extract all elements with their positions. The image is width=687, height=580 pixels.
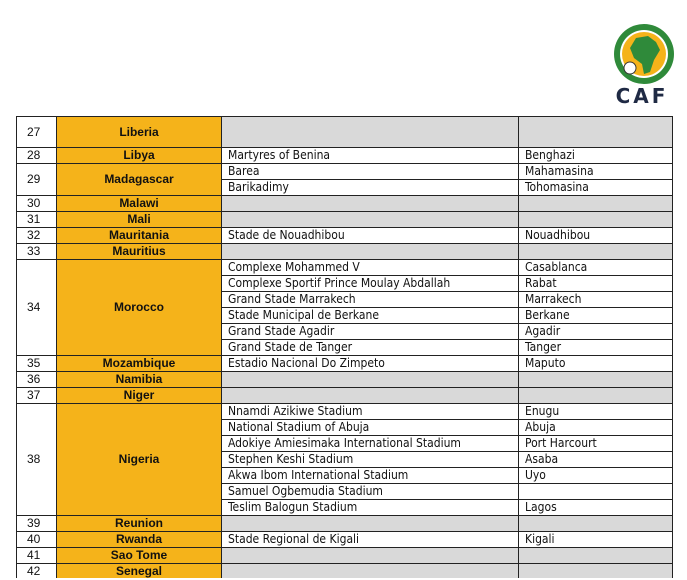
city-name: Benghazi [519,148,673,164]
caf-logo [600,20,684,112]
row-number: 38 [17,404,57,516]
city-name: Tohomasina [519,180,673,196]
row-number: 35 [17,356,57,372]
city-cell-empty [519,196,673,212]
stadium-name: Stade de Nouadhibou [222,228,519,244]
city-cell-empty [519,117,673,148]
stadium-cell-empty [222,548,519,564]
stadium-name: Grand Stade Agadir [222,324,519,340]
city-name: Port Harcourt [519,436,673,452]
city-cell-empty [519,244,673,260]
row-number: 37 [17,388,57,404]
country-name: Morocco [57,260,222,356]
country-name: Senegal [57,564,222,580]
table-row [17,228,673,244]
country-name: Nigeria [57,404,222,516]
caf-emblem-icon [600,20,684,84]
city-name: Asaba [519,452,673,468]
stadium-name: Stade Regional de Kigali [222,532,519,548]
stadium-name: Adokiye Amiesimaka International Stadium [222,436,519,452]
stadium-name: Complexe Sportif Prince Moulay Abdallah [222,276,519,292]
city-name: Agadir [519,324,673,340]
table-row [17,356,673,372]
country-name: Liberia [57,117,222,148]
row-number: 33 [17,244,57,260]
stadium-cell-empty [222,196,519,212]
row-number: 30 [17,196,57,212]
city-name: Casablanca [519,260,673,276]
city-name: Nouadhibou [519,228,673,244]
country-name: Mauritius [57,244,222,260]
stadium-name: Samuel Ogbemudia Stadium [222,484,519,500]
row-number: 42 [17,564,57,580]
table-row [17,117,673,148]
stadium-name: Stephen Keshi Stadium [222,452,519,468]
table-row [17,548,673,564]
row-number: 36 [17,372,57,388]
row-number: 39 [17,516,57,532]
city-name: Rabat [519,276,673,292]
city-name: Mahamasina [519,164,673,180]
table-row [17,404,673,420]
city-name: Enugu [519,404,673,420]
stadium-name: Teslim Balogun Stadium [222,500,519,516]
city-cell-empty [519,388,673,404]
stadium-name: Estadio Nacional Do Zimpeto [222,356,519,372]
row-number: 41 [17,548,57,564]
stadium-name: Stade Municipal de Berkane [222,308,519,324]
country-name: Mozambique [57,356,222,372]
stadium-name: Martyres of Benina [222,148,519,164]
stadium-name: National Stadium of Abuja [222,420,519,436]
table-row [17,372,673,388]
row-number: 40 [17,532,57,548]
city-cell-empty [519,548,673,564]
table-row [17,260,673,276]
table-row [17,148,673,164]
stadium-cell-empty [222,117,519,148]
country-name: Libya [57,148,222,164]
row-number: 31 [17,212,57,228]
city-name: Maputo [519,356,673,372]
city-cell-empty [519,372,673,388]
row-number: 34 [17,260,57,356]
stadium-name: Complexe Mohammed V [222,260,519,276]
country-name: Madagascar [57,164,222,196]
city-cell-empty [519,212,673,228]
country-name: Sao Tome [57,548,222,564]
city-name: Berkane [519,308,673,324]
stadium-name: Nnamdi Azikiwe Stadium [222,404,519,420]
country-name: Mauritania [57,228,222,244]
table-row [17,388,673,404]
table-row [17,532,673,548]
table-row [17,196,673,212]
table-row [17,164,673,180]
stadium-cell-empty [222,244,519,260]
country-name: Namibia [57,372,222,388]
city-name [519,484,673,500]
stadium-cell-empty [222,212,519,228]
country-name: Malawi [57,196,222,212]
stadium-name: Akwa Ibom International Stadium [222,468,519,484]
stadium-cell-empty [222,516,519,532]
row-number: 32 [17,228,57,244]
country-name: Niger [57,388,222,404]
stadium-name: Grand Stade Marrakech [222,292,519,308]
city-name: Kigali [519,532,673,548]
table-row [17,212,673,228]
stadium-name: Barea [222,164,519,180]
row-number: 29 [17,164,57,196]
country-name: Rwanda [57,532,222,548]
caf-wordmark: CAF [615,84,669,108]
stadium-cell-empty [222,388,519,404]
stadium-cell-empty [222,372,519,388]
city-cell-empty [519,516,673,532]
city-name: Abuja [519,420,673,436]
row-number: 27 [17,117,57,148]
table-row [17,244,673,260]
city-name: Uyo [519,468,673,484]
stadium-name: Grand Stade de Tanger [222,340,519,356]
stadium-table [16,116,673,580]
table-row [17,516,673,532]
country-name: Mali [57,212,222,228]
row-number: 28 [17,148,57,164]
country-name: Reunion [57,516,222,532]
city-name: Marrakech [519,292,673,308]
city-name: Tanger [519,340,673,356]
stadium-name: Barikadimy [222,180,519,196]
city-name: Lagos [519,500,673,516]
